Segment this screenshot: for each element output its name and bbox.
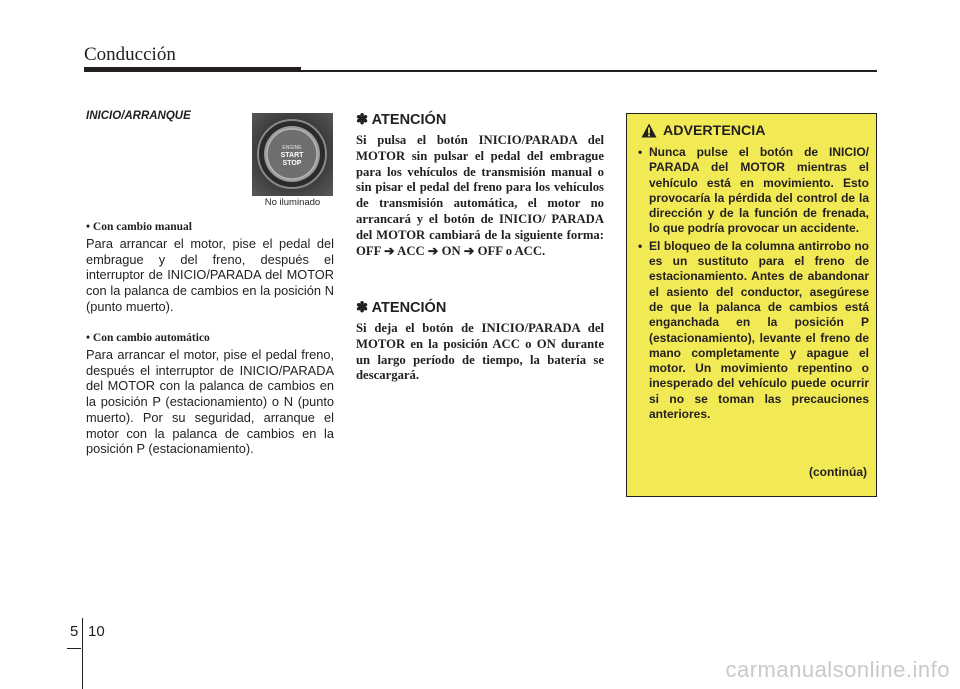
warning-item: • El bloqueo de la columna antirrobo no es un sustituto para el freno de estacionamiento. Antes de abandonar el asiento del conductor, asegúrese de que la palanca de cambios está enganchada en la posición P (estacionamiento), levante el freno de mano completamente y apague el motor. Un movimiento repentino o inesperado del vehículo puede ocurrir si no se toman las precauciones anteriores.: [638, 239, 869, 423]
photo-caption: No iluminado: [264, 197, 321, 208]
chapter-number: 5: [70, 623, 79, 640]
attention-title-1: ✽ ATENCIÓN: [356, 112, 447, 128]
watermark: carmanualsonline.info: [725, 657, 950, 682]
automatic-paragraph: Para arrancar el motor, pise el pedal freno, después el interruptor de INICIO/PARADA del MOTOR con la palanca de cambios en la posición P (estacionamiento) o N (punto muerto). Por su seguridad, arranque el motor con la palanca de cambios en la posición P (estacionamiento).: [86, 347, 334, 457]
warning-title: ADVERTENCIA: [663, 123, 766, 139]
header-rule-thin: [301, 70, 877, 72]
automatic-heading: • Con cambio automático: [86, 332, 210, 344]
engine-start-stop-button-icon: [252, 113, 333, 196]
svg-text:STOP: STOP: [282, 160, 302, 167]
attention-text-2: Si deja el botón de INICIO/PARADA del MOTOR en la posición ACC o ON durante un largo período de tiempo, la batería se descargará.: [356, 321, 604, 383]
start-stop-button-photo: [252, 113, 333, 211]
continues-label: (continúa): [809, 465, 867, 479]
page-number: 10: [88, 623, 105, 640]
svg-text:ENGINE: ENGINE: [282, 145, 302, 151]
attention-title-2: ✽ ATENCIÓN: [356, 300, 447, 316]
warning-triangle-icon: [641, 123, 657, 138]
warning-box: [626, 113, 877, 497]
warning-header: [641, 123, 765, 139]
manual-paragraph: Para arrancar el motor, pise el pedal del embrague y del freno, después el interruptor de INICIO/PARADA del MOTOR con la palanca de cambios en la posición N (punto muerto).: [86, 236, 334, 314]
section-title: INICIO/ARRANQUE: [86, 110, 191, 122]
warning-list: [638, 145, 869, 422]
footer-divider-horizontal: [67, 648, 81, 649]
page-header-title: Conducción: [84, 44, 176, 65]
button-image: [252, 113, 333, 196]
svg-text:START: START: [280, 152, 304, 159]
manual-heading: • Con cambio manual: [86, 221, 192, 233]
attention-text-1: Si pulsa el botón INICIO/PARADA del MOTOR sin pulsar el pedal del embrague para los vehículos de transmisión manual o sin pisar el pedal del freno para los vehículos de transmisión automática, el motor no arrancará y el botón de INICIO/ PARADA del MOTOR cambiará de la siguiente forma: OFF ➔ ACC ➔ ON ➔ OFF o ACC.: [356, 133, 604, 258]
footer-divider-vertical: [82, 618, 83, 689]
warning-item: • Nunca pulse el botón de INICIO/ PARADA del MOTOR mientras el vehículo está en movimiento. Esto provocaría la pérdida del control de la dirección y de la función de frenada, lo que podría provocar un accidente.: [638, 145, 869, 237]
header-rule-thick: [84, 67, 301, 72]
